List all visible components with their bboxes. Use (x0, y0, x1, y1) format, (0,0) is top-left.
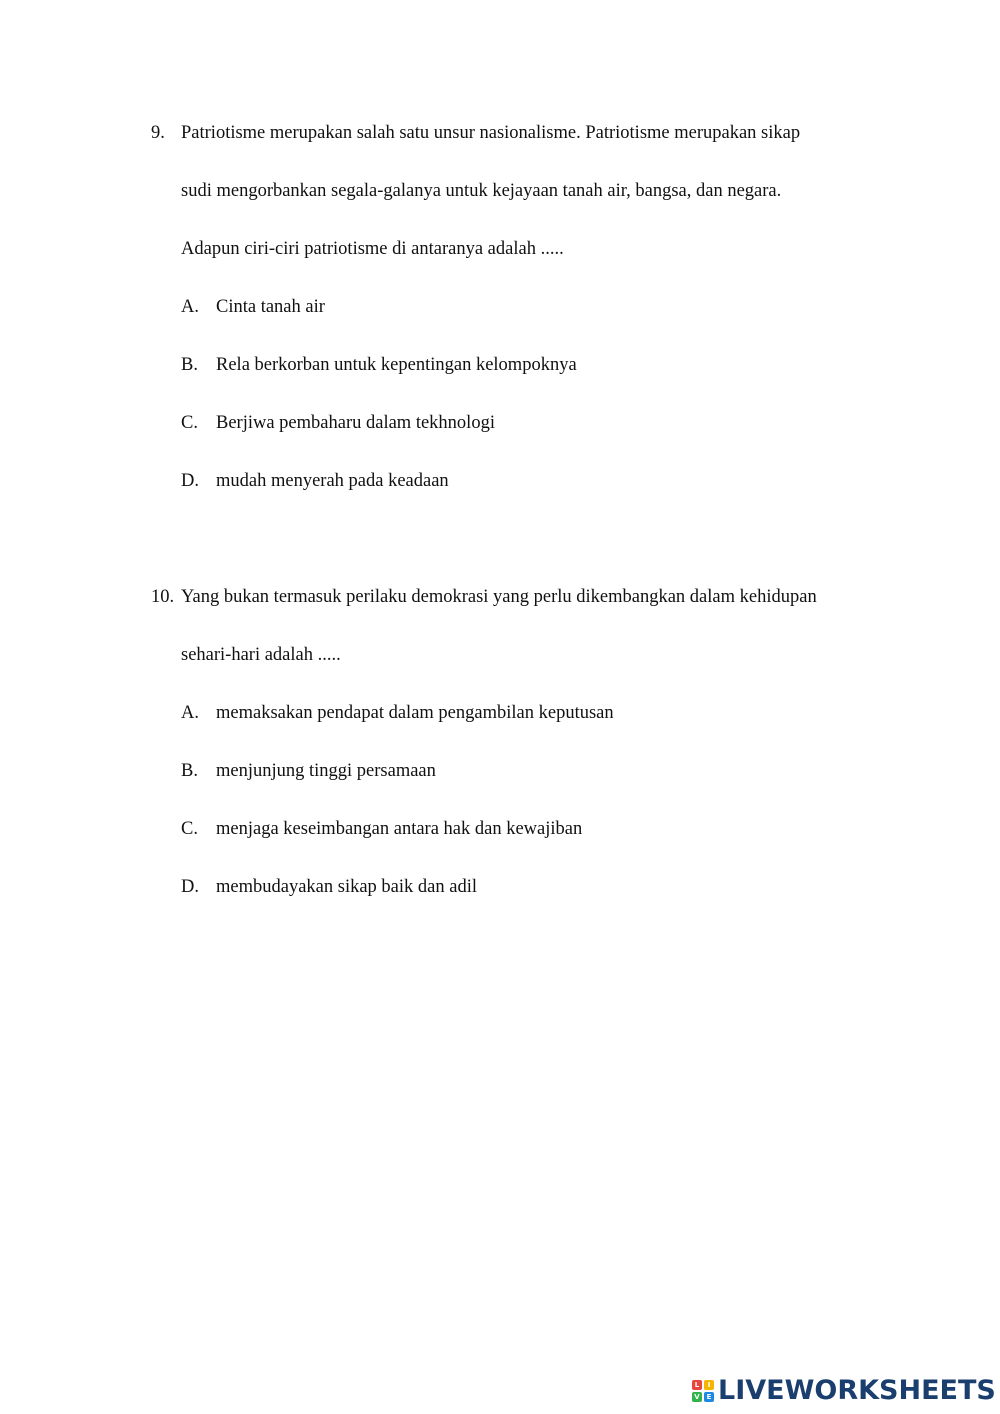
option-text: menjunjung tinggi persamaan (216, 761, 436, 781)
question-text-line: Adapun ciri-ciri patriotisme di antaranya adalah ..... (181, 239, 564, 259)
logo-mark-icon (692, 1380, 714, 1402)
logo-mark-cell: E (704, 1392, 714, 1402)
option-letter: D. (181, 877, 199, 897)
option-letter: A. (181, 297, 199, 317)
option-text: mudah menyerah pada keadaan (216, 471, 449, 491)
option-letter: D. (181, 471, 199, 491)
option-text: Berjiwa pembaharu dalam tekhnologi (216, 413, 495, 433)
question-text-line: Patriotisme merupakan salah satu unsur nasionalisme. Patriotisme merupakan sikap (181, 123, 801, 143)
option-text: membudayakan sikap baik dan adil (216, 877, 477, 897)
option-letter: A. (181, 703, 199, 723)
option-letter: B. (181, 761, 198, 781)
liveworksheets-logo (692, 1374, 996, 1408)
question-number: 10. (151, 587, 175, 607)
question-text-line: Yang bukan termasuk perilaku demokrasi yang perlu dikembangkan dalam kehidupan (181, 587, 817, 607)
option-letter: B. (181, 355, 198, 375)
option-letter: C. (181, 819, 198, 839)
option-text: Rela berkorban untuk kepentingan kelompoknya (216, 355, 577, 375)
option-text: memaksakan pendapat dalam pengambilan keputusan (216, 703, 614, 723)
logo-mark-cell: L (692, 1380, 702, 1390)
option-letter: C. (181, 413, 198, 433)
option-text: menjaga keseimbangan antara hak dan kewajiban (216, 819, 583, 839)
question-text-line: sudi mengorbankan segala-galanya untuk kejayaan tanah air, bangsa, dan negara. (181, 181, 782, 201)
question-number: 9. (151, 123, 165, 143)
question-text-line: sehari-hari adalah ..... (181, 645, 341, 665)
logo-mark-cell: V (692, 1392, 702, 1402)
option-text: Cinta tanah air (216, 297, 325, 317)
logo-text: LIVEWORKSHEETS (718, 1375, 996, 1406)
logo-mark-cell: I (704, 1380, 714, 1390)
